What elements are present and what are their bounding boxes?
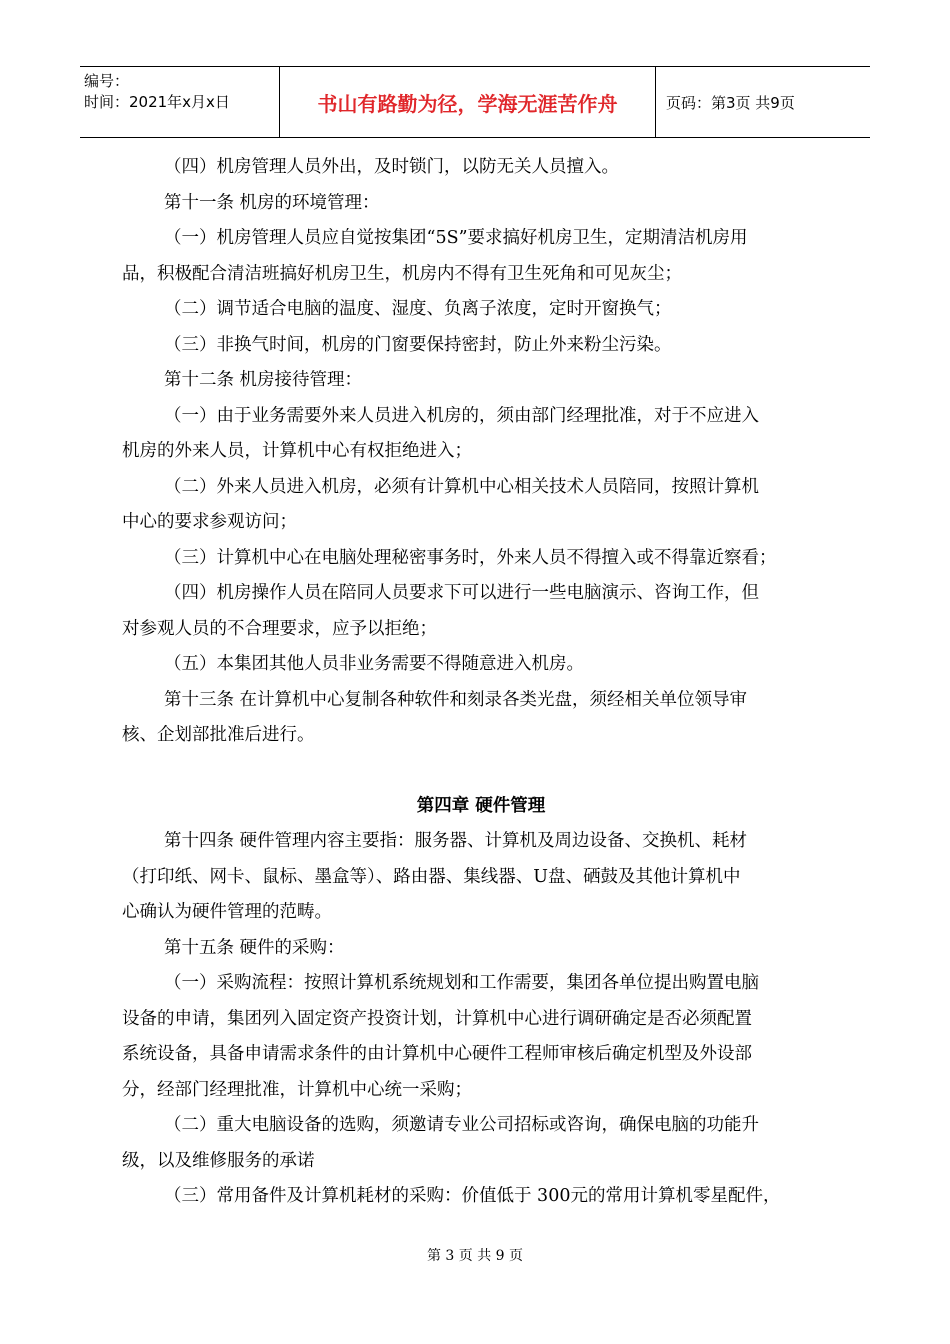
header-motto: 书山有路勤为径，学海无涯苦作舟 xyxy=(280,67,656,137)
paragraph-line: 心确认为硬件管理的范畴。 xyxy=(122,902,332,922)
paragraph-line: 第十五条 硬件的采购： xyxy=(164,937,345,958)
paragraph-line: （一）由于业务需要外来人员进入机房的，须由部门经理批准，对于不应进入 xyxy=(164,405,759,426)
paragraph-line: 核、企划部批准后进行。 xyxy=(122,725,315,745)
paragraph-line: 级，以及维修服务的承诺 xyxy=(122,1150,315,1171)
paragraph-line: （打印纸、网卡、鼠标、墨盒等）、路由器、集线器、U盘、硒鼓及其他计算机中 xyxy=(122,866,741,887)
header-meta xyxy=(80,67,280,137)
paragraph-line: （二）重大电脑设备的选购，须邀请专业公司招标或咨询，确保电脑的功能升 xyxy=(164,1115,759,1135)
paragraph-line: 中心的要求参观访问； xyxy=(122,512,297,532)
page-header xyxy=(80,66,870,138)
paragraph-line: 系统设备，具备申请需求条件的由计算机中心硬件工程师审核后确定机型及外设部 xyxy=(122,1044,752,1064)
document-number-label: 编号： xyxy=(84,72,130,90)
paragraph-line: 品，积极配合清洁班搞好机房卫生，机房内不得有卫生死角和可见灰尘； xyxy=(122,263,682,284)
paragraph-line: 机房的外来人员，计算机中心有权拒绝进入； xyxy=(122,441,472,461)
paragraph-line: （四）机房操作人员在陪同人员要求下可以进行一些电脑演示、咨询工作，但 xyxy=(164,583,759,603)
paragraph-line: （五）本集团其他人员非业务需要不得随意进入机房。 xyxy=(164,654,584,674)
paragraph-line: 对参观人员的不合理要求，应予以拒绝； xyxy=(122,618,437,639)
header-page-info: 页码：第3页 共9页 xyxy=(666,93,795,112)
paragraph-line: 分，经部门经理批准，计算机中心统一采购； xyxy=(122,1079,472,1100)
paragraph-line: 第十二条 机房接待管理： xyxy=(164,370,363,390)
paragraph-line: （三）计算机中心在电脑处理秘密事务时，外来人员不得擅入或不得靠近察看； xyxy=(164,547,777,568)
paragraph-line: （四）机房管理人员外出，及时锁门，以防无关人员擅入。 xyxy=(164,157,619,177)
page-footer: 第 3 页 共 9 页 xyxy=(426,1248,524,1264)
document-date: 时间：2021年x月x日 xyxy=(84,93,230,111)
paragraph-line: （二）调节适合电脑的温度、湿度、负离子浓度，定时开窗换气； xyxy=(164,299,672,319)
paragraph-line: 设备的申请，集团列入固定资产投资计划，计算机中心进行调研确定是否必须配置 xyxy=(122,1008,752,1029)
paragraph-line: （一）采购流程：按照计算机系统规划和工作需要，集团各单位提出购置电脑 xyxy=(164,973,759,993)
chapter-title: 第四章 硬件管理 xyxy=(416,795,546,816)
document-body xyxy=(122,150,840,1215)
paragraph-line: 第十一条 机房的环境管理： xyxy=(164,192,380,213)
paragraph-line: （二）外来人员进入机房，必须有计算机中心相关技术人员陪同，按照计算机 xyxy=(164,476,759,497)
paragraph-line: 第十三条 在计算机中心复制各种软件和刻录各类光盘，须经相关单位领导审 xyxy=(164,689,748,710)
section-hardware xyxy=(122,824,840,1215)
paragraph-line: （三）非换气时间，机房的门窗要保持密封，防止外来粉尘污染。 xyxy=(164,334,672,355)
paragraph-line: （三）常用备件及计算机耗材的采购：价值低于 300元的常用计算机零星配件， xyxy=(164,1186,781,1206)
paragraph-line: 第十四条 硬件管理内容主要指：服务器、计算机及周边设备、交换机、耗材 xyxy=(164,831,748,851)
paragraph-line: （一）机房管理人员应自觉按集团“5S”要求搞好机房卫生，定期清洁机房用 xyxy=(164,228,748,248)
section-computer-room xyxy=(122,150,840,754)
